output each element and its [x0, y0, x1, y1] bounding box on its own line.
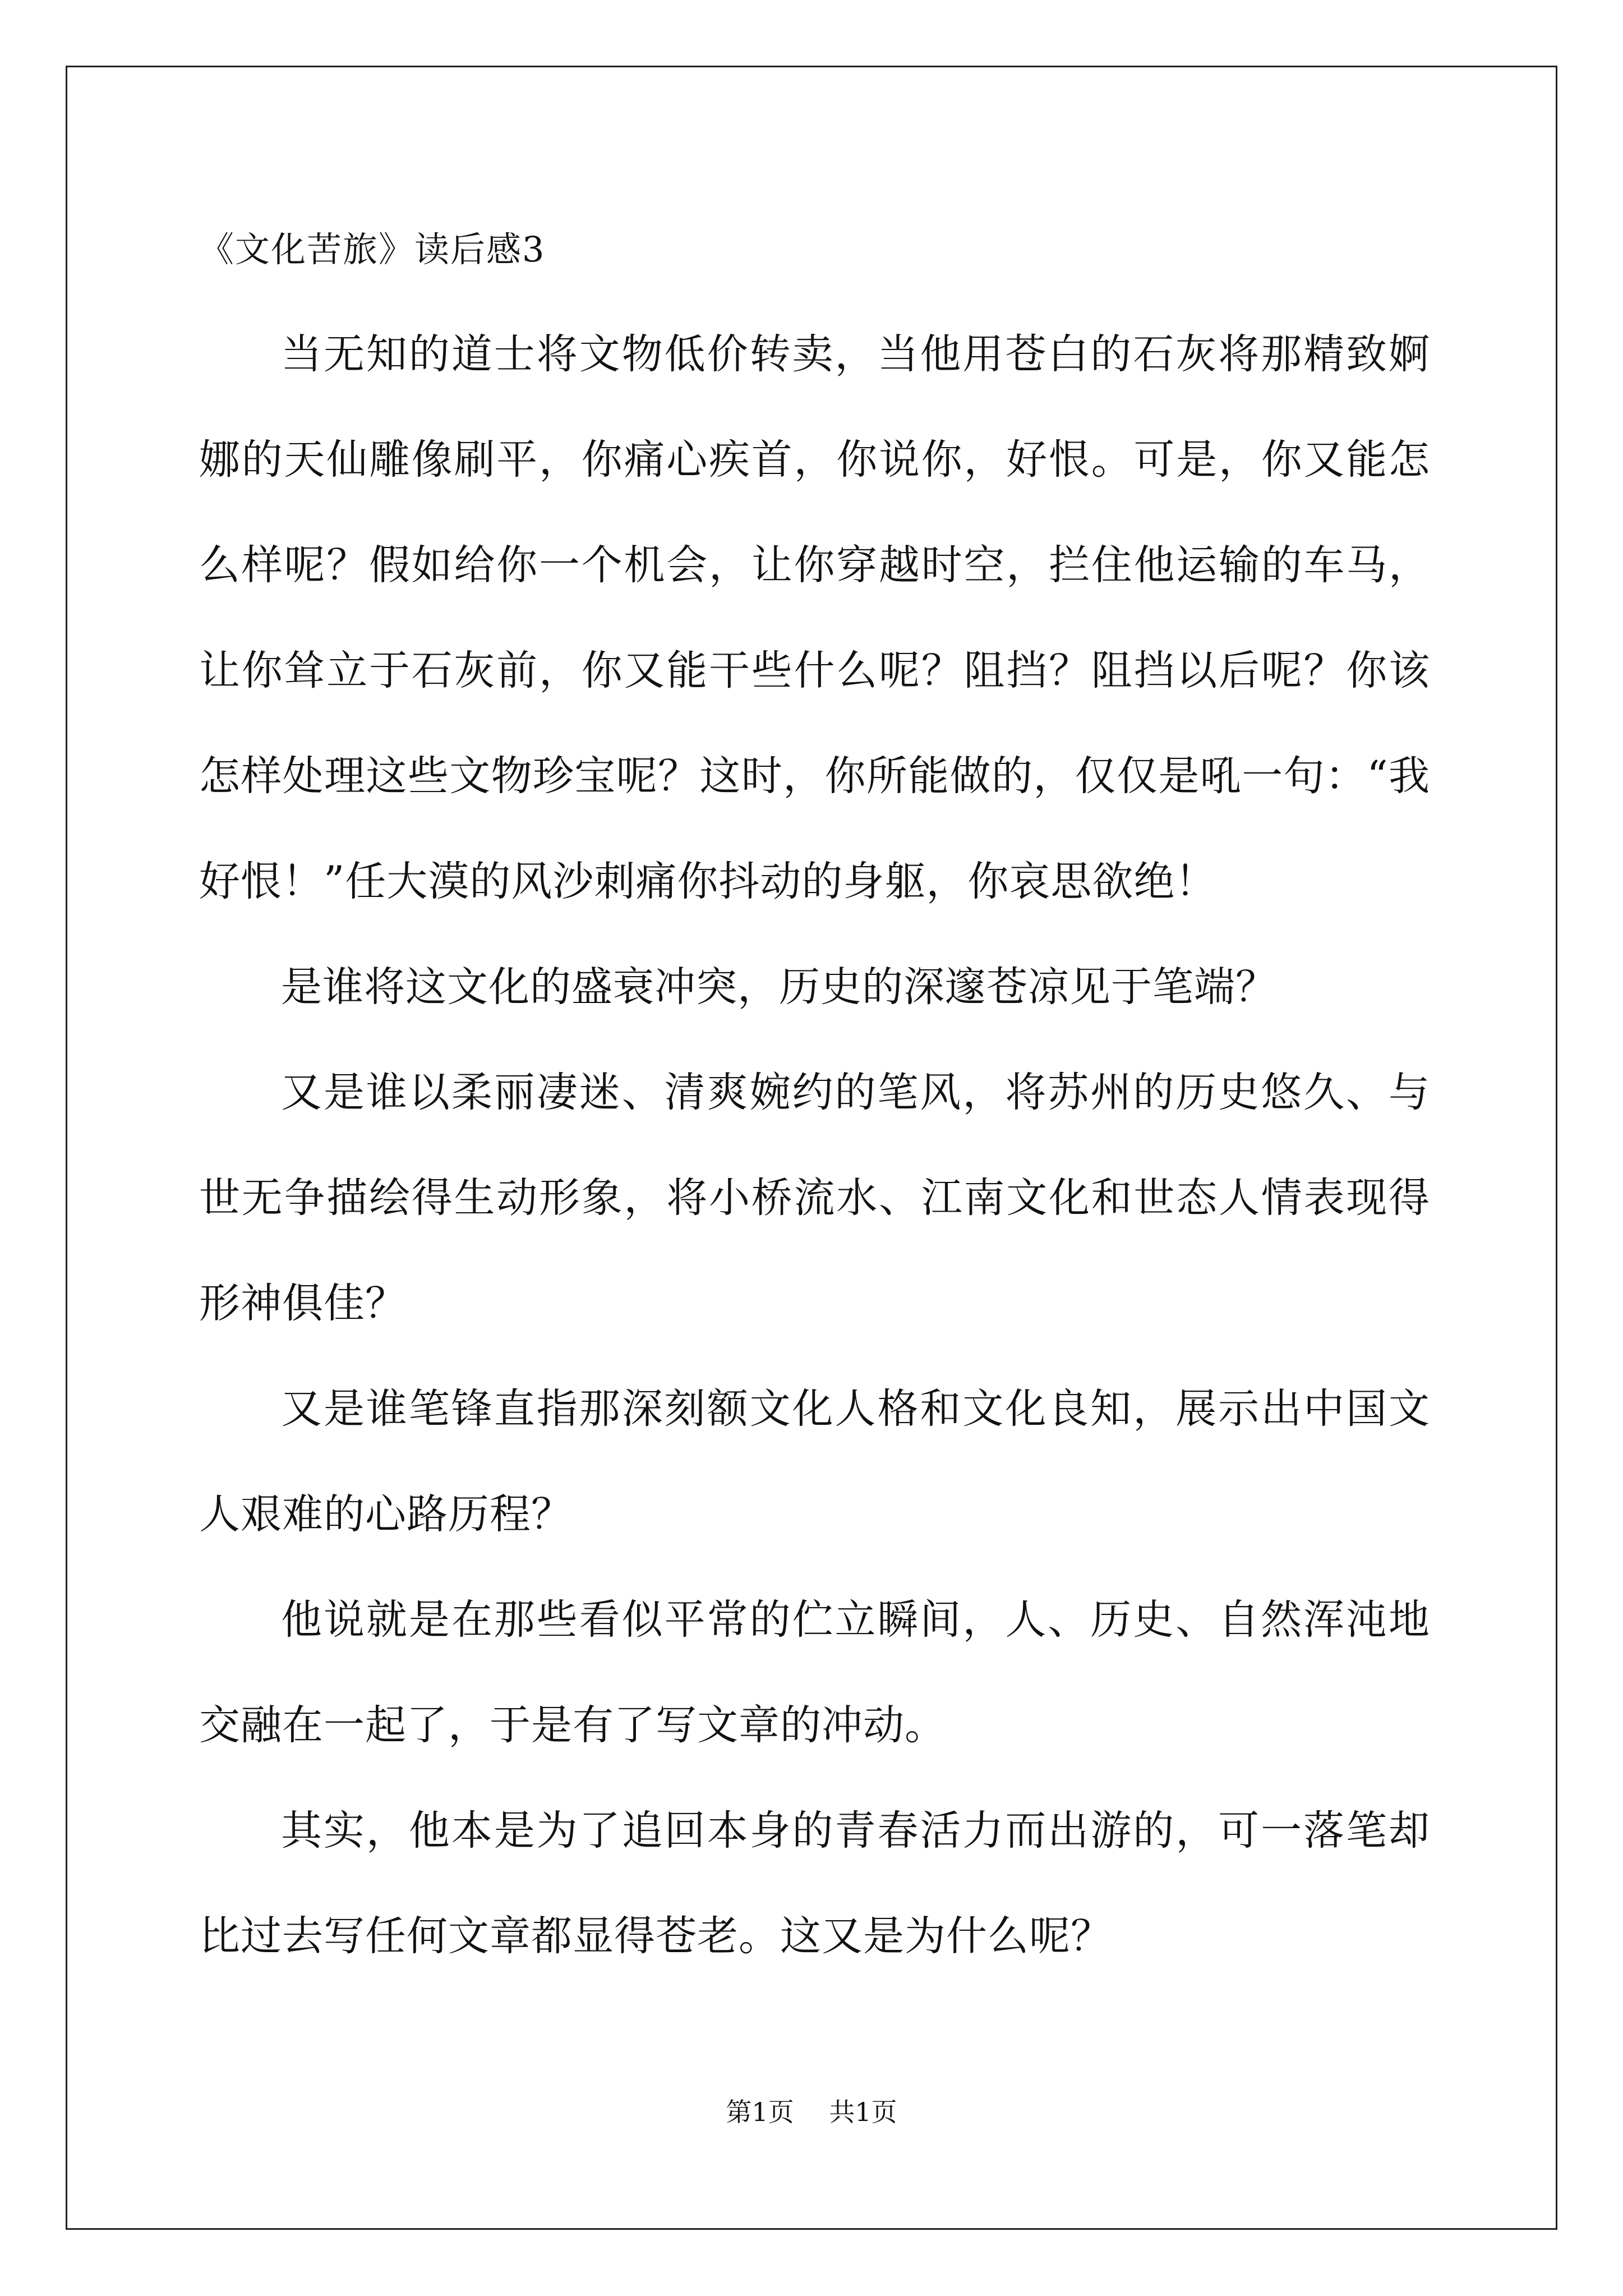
paragraph: 当无知的道士将文物低价转卖，当他用苍白的石灰将那精致婀娜的天仙雕像刷平，你痛心疾首，你说你，好恨。可是，你又能怎么样呢？假如给你一个机会，让你穿越时空，拦住他运输的车马，让你耸立于石灰前，你又能干些什么呢？阻挡？阻挡以后呢？你该怎样处理这些文物珍宝呢？这时，你所能做的，仅仅是吼一句：“我好恨！”任大漠的风沙刺痛你抖动的身躯，你哀思欲绝！	[199, 330, 1430, 905]
document-title: 《文化苦旅》读后感3	[199, 229, 546, 270]
paragraph: 其实，他本是为了追回本身的青春活力而出游的，可一落笔却比过去写任何文章都显得苍老。这又是为什么呢？	[199, 1807, 1430, 1960]
paragraph: 又是谁笔锋直指那深刻额文化人格和文化良知，展示出中国文人艰难的心路历程？	[199, 1385, 1430, 1538]
page-number-total: 共1页	[829, 2097, 897, 2127]
document-body	[199, 224, 1430, 1989]
page-number-current: 第1页	[726, 2097, 794, 2127]
paragraph: 是谁将这文化的盛衰冲突，历史的深邃苍凉见于笔端？	[281, 963, 1277, 1011]
paragraph: 他说就是在那些看似平常的伫立瞬间，人、历史、自然浑沌地交融在一起了，于是有了写文章的冲动。	[199, 1596, 1430, 1749]
page-footer	[0, 2095, 1623, 2129]
paragraph: 又是谁以柔丽凄迷、清爽婉约的笔风，将苏州的历史悠久、与世无争描绘得生动形象，将小桥流水、江南文化和世态人情表现得形神俱佳？	[199, 1069, 1430, 1327]
